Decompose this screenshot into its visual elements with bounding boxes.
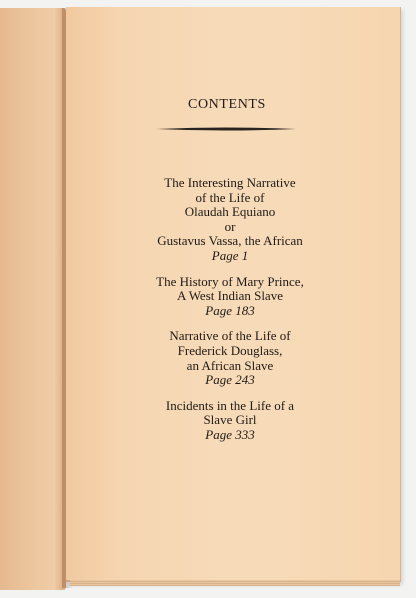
entry-title-line: an African Slave <box>186 357 274 373</box>
entry-page-number: Page 1 <box>211 247 249 263</box>
entry-title-line: of the Life of <box>195 189 265 205</box>
toc-entry-slave-girl <box>140 399 320 443</box>
entry-title-line: Frederick Douglass, <box>177 342 283 358</box>
entry-title-line: Slave Girl <box>203 412 257 428</box>
toc-list <box>140 176 320 443</box>
entry-title-line: or <box>224 218 236 234</box>
entry-page-number: Page 183 <box>205 302 255 318</box>
entry-title-line: Gustavus Vassa, the African <box>157 233 303 249</box>
entry-title-line: Olaudah Equiano <box>184 204 276 220</box>
left-page <box>0 8 66 590</box>
entry-page-number: Page 243 <box>205 372 255 388</box>
toc-entry-mary-prince <box>140 275 320 319</box>
page-edges <box>70 580 400 586</box>
entry-page-number: Page 333 <box>205 426 255 442</box>
entry-title-line: The History of Mary Prince, <box>156 273 304 289</box>
toc-entry-douglass <box>140 329 320 387</box>
ornamental-rule <box>156 127 296 131</box>
entry-title-line: A West Indian Slave <box>177 288 283 304</box>
contents-heading: CONTENTS <box>188 97 266 112</box>
entry-title-line: Incidents in the Life of a <box>165 397 295 413</box>
toc-entry-equiano <box>140 176 320 264</box>
entry-title-line: The Interesting Narrative <box>164 175 296 190</box>
entry-title-line: Narrative of the Life of <box>169 328 291 344</box>
